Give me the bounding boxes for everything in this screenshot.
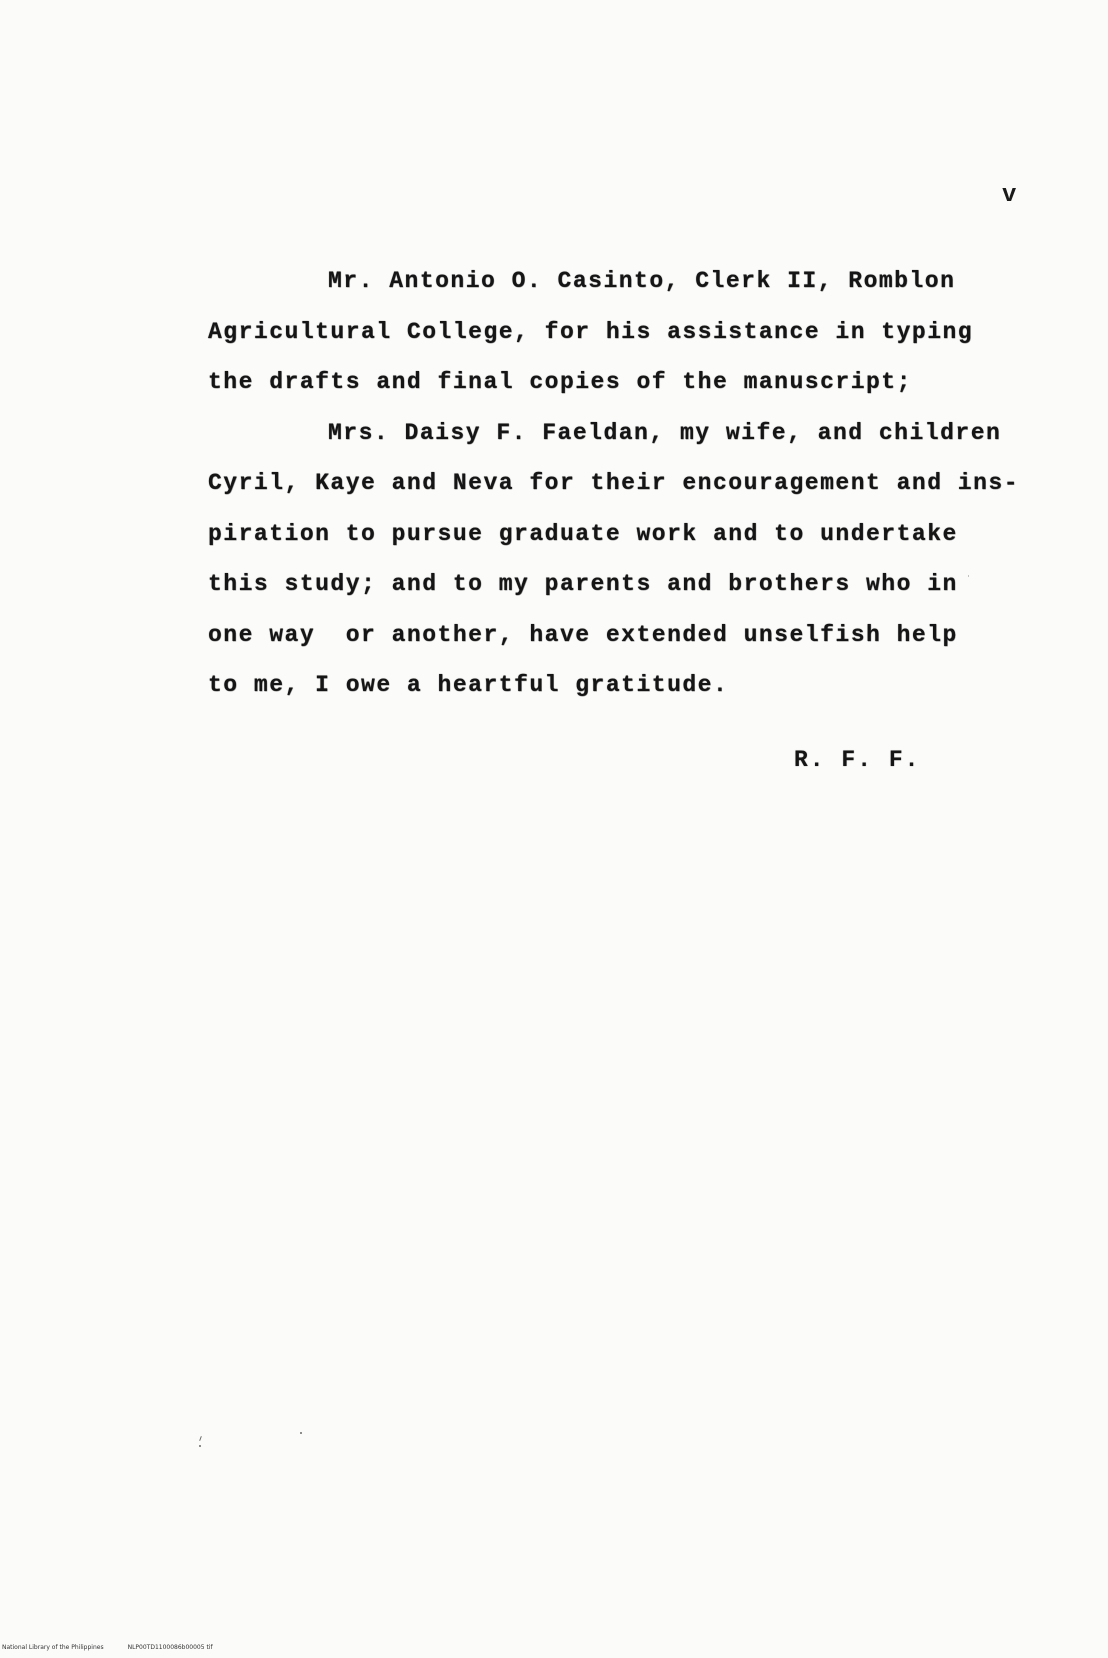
text-line: this study; and to my parents and brothers who in — [208, 571, 958, 597]
scan-footer — [2, 1644, 213, 1651]
scan-speck — [199, 1436, 202, 1441]
text-line: Cyril, Kaye and Neva for their encouragement and ins- — [208, 470, 1020, 496]
text-line: Mrs. Daisy F. Faeldan, my wife, and children — [328, 420, 1002, 446]
scan-speck — [199, 1445, 201, 1447]
page-number: v — [1002, 182, 1017, 209]
text-line: piration to pursue graduate work and to undertake — [208, 521, 958, 547]
scan-speck — [300, 1432, 302, 1434]
file-id: NLP00TD1100086b00005 tif — [127, 1644, 213, 1651]
text-line: Agricultural College, for his assistance in typing — [208, 319, 974, 345]
scan-speck — [968, 575, 969, 577]
author-initials: R. F. F. — [794, 747, 921, 773]
library-credit: National Library of the Philippines — [2, 1644, 104, 1651]
text-line: one way or another, have extended unselfish help — [208, 622, 958, 648]
text-line: the drafts and final copies of the manuscript; — [208, 369, 912, 395]
text-line: Mr. Antonio O. Casinto, Clerk II, Romblon — [328, 268, 956, 294]
text-line: to me, I owe a heartful gratitude. — [208, 672, 729, 698]
